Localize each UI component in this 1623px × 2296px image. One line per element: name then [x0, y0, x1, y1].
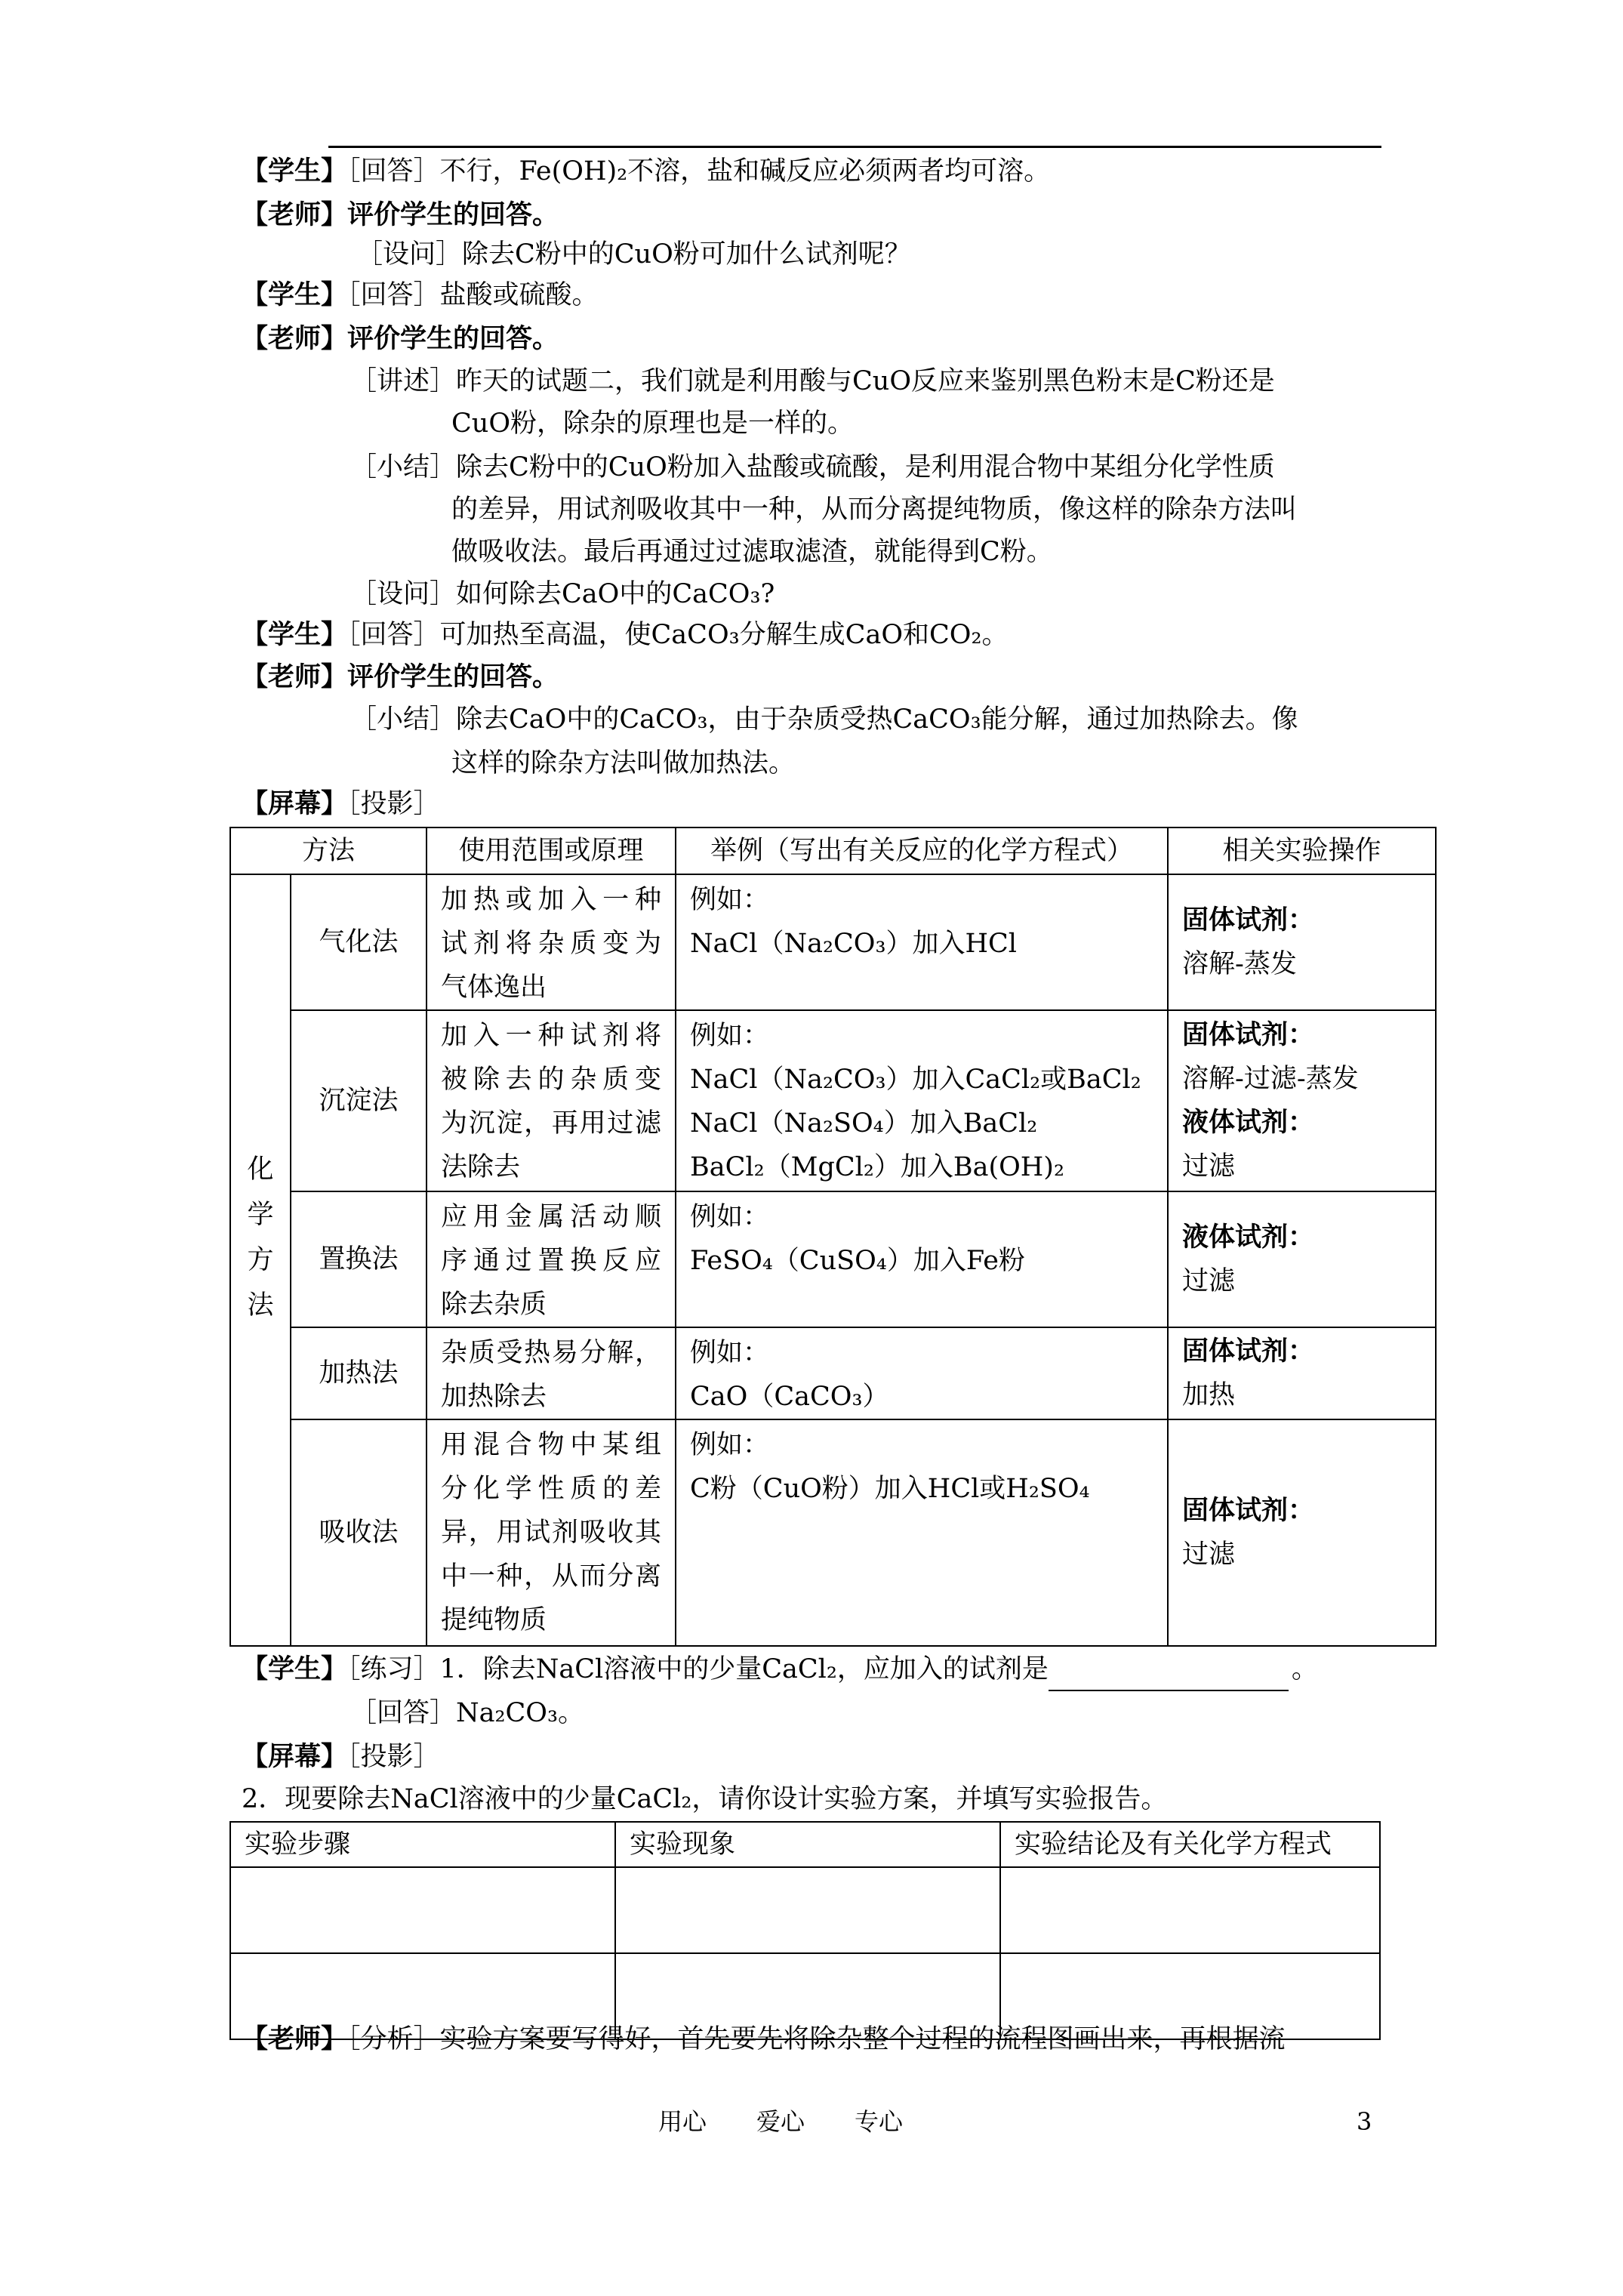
dialogue-line: 【老师】评价学生的回答。	[242, 199, 559, 230]
dialogue-line: ［回答］Na₂CO₃。	[350, 1698, 585, 1728]
report-cell[interactable]	[615, 1867, 1000, 1953]
dialogue-line: ［小结］除去C粉中的CuO粉加入盐酸或硫酸，是利用混合物中某组分化学性质	[350, 452, 1275, 482]
dialogue-line: 【老师】评价学生的回答。	[242, 323, 559, 354]
header-rule	[328, 146, 1381, 148]
answer-blank[interactable]	[1049, 1660, 1289, 1691]
dialogue-line: 【学生】［回答］盐酸或硫酸。	[242, 279, 599, 310]
principle-cell: 用混合物中某组 分化学性质的差 异，用试剂吸收其 中一种，从而分离 提纯物质	[427, 1419, 676, 1646]
header-operation: 相关实验操作	[1168, 827, 1436, 874]
report-cell[interactable]	[230, 1867, 615, 1953]
header-method: 方法	[230, 827, 427, 874]
method-name: 加热法	[291, 1327, 427, 1419]
dialogue-line: 这样的除杂方法叫做加热法。	[451, 748, 796, 778]
dialogue-line: 【学生】［回答］可加热至高温，使CaCO₃分解生成CaO和CO₂。	[242, 619, 1009, 650]
method-name: 气化法	[291, 874, 427, 1010]
dialogue-line: 的差异，用试剂吸收其中一种，从而分离提纯物质，像这样的除杂方法叫	[451, 495, 1298, 525]
dialogue-line: 【屏幕】［投影］	[242, 1741, 440, 1772]
principle-cell: 加热或加入一种 试剂将杂质变为 气体逸出	[427, 874, 676, 1010]
dialogue-line: 【老师】评价学生的回答。	[242, 661, 559, 692]
header-conclusion: 实验结论及有关化学方程式	[1000, 1822, 1380, 1867]
dialogue-line: 【学生】［回答］不行，Fe(OH)₂不溶，盐和碱反应必须两者均可溶。	[242, 156, 1051, 186]
dialogue-line: ［设问］除去C粉中的CuO粉可加什么试剂呢？	[356, 239, 911, 270]
operation-cell: 固体试剂： 过滤	[1168, 1419, 1436, 1646]
methods-table	[229, 827, 1437, 1647]
dialogue-line: ［设问］如何除去CaO中的CaCO₃?	[350, 579, 775, 609]
footer-motto-3: 专心	[855, 2107, 904, 2136]
principle-cell: 杂质受热易分解， 加热除去	[427, 1327, 676, 1419]
header-example: 举例（写出有关反应的化学方程式）	[676, 827, 1168, 874]
example-cell: 例如： NaCl（Na₂CO₃）加入CaCl₂或BaCl₂ NaCl（Na₂SO₄）加入BaCl₂ BaCl₂（MgCl₂）加入Ba(OH)₂	[676, 1010, 1168, 1191]
operation-cell: 固体试剂： 溶解-蒸发	[1168, 874, 1436, 1010]
dialogue-line: CuO粉，除杂的原理也是一样的。	[451, 408, 855, 439]
principle-cell: 应用金属活动顺 序通过置换反应 除去杂质	[427, 1191, 676, 1327]
method-name: 沉淀法	[291, 1010, 427, 1191]
dialogue-line: ［讲述］昨天的试题二，我们就是利用酸与CuO反应来鉴别黑色粉末是C粉还是	[350, 366, 1275, 396]
experiment-report-table	[229, 1821, 1381, 2040]
dialogue-line: ［小结］除去CaO中的CaCO₃，由于杂质受热CaCO₃能分解，通过加热除去。像	[350, 704, 1298, 735]
method-name: 置换法	[291, 1191, 427, 1327]
footer-motto-2: 爱心	[756, 2107, 805, 2136]
example-cell: 例如： C粉（CuO粉）加入HCl或H₂SO₄	[676, 1419, 1168, 1646]
example-cell: 例如： NaCl（Na₂CO₃）加入HCl	[676, 874, 1168, 1010]
header-steps: 实验步骤	[230, 1822, 615, 1867]
header-principle: 使用范围或原理	[427, 827, 676, 874]
method-name: 吸收法	[291, 1419, 427, 1646]
footer-motto-1: 用心	[658, 2107, 707, 2136]
dialogue-line: 2．现要除去NaCl溶液中的少量CaCl₂，请你设计实验方案，并填写实验报告。	[242, 1784, 1168, 1814]
operation-cell: 固体试剂： 加热	[1168, 1327, 1436, 1419]
dialogue-line: 【老师】［分析］实验方案要写得好，首先要先将除杂整个过程的流程图画出来，再根据流	[242, 2023, 1286, 2054]
dialogue-line: 做吸收法。最后再通过过滤取滤渣，就能得到C粉。	[451, 537, 1053, 567]
report-cell[interactable]	[1000, 1867, 1380, 1953]
operation-cell: 固体试剂： 溶解-过滤-蒸发 液体试剂： 过滤	[1168, 1010, 1436, 1191]
dialogue-line: 【学生】［练习］1．除去NaCl溶液中的少量CaCl₂，应加入的试剂是 。	[242, 1647, 1318, 1691]
principle-cell: 加入一种试剂将 被除去的杂质变 为沉淀，再用过滤 法除去	[427, 1010, 676, 1191]
example-cell: 例如： CaO（CaCO₃）	[676, 1327, 1168, 1419]
group-chemical-method	[230, 874, 291, 1646]
example-cell: 例如： FeSO₄（CuSO₄）加入Fe粉	[676, 1191, 1168, 1327]
dialogue-line: 【屏幕】［投影］	[242, 788, 440, 819]
group-char: 化学方法	[247, 1154, 274, 1321]
header-phenomena: 实验现象	[615, 1822, 1000, 1867]
operation-cell: 液体试剂： 过滤	[1168, 1191, 1436, 1327]
page-number: 3	[1357, 2107, 1372, 2136]
